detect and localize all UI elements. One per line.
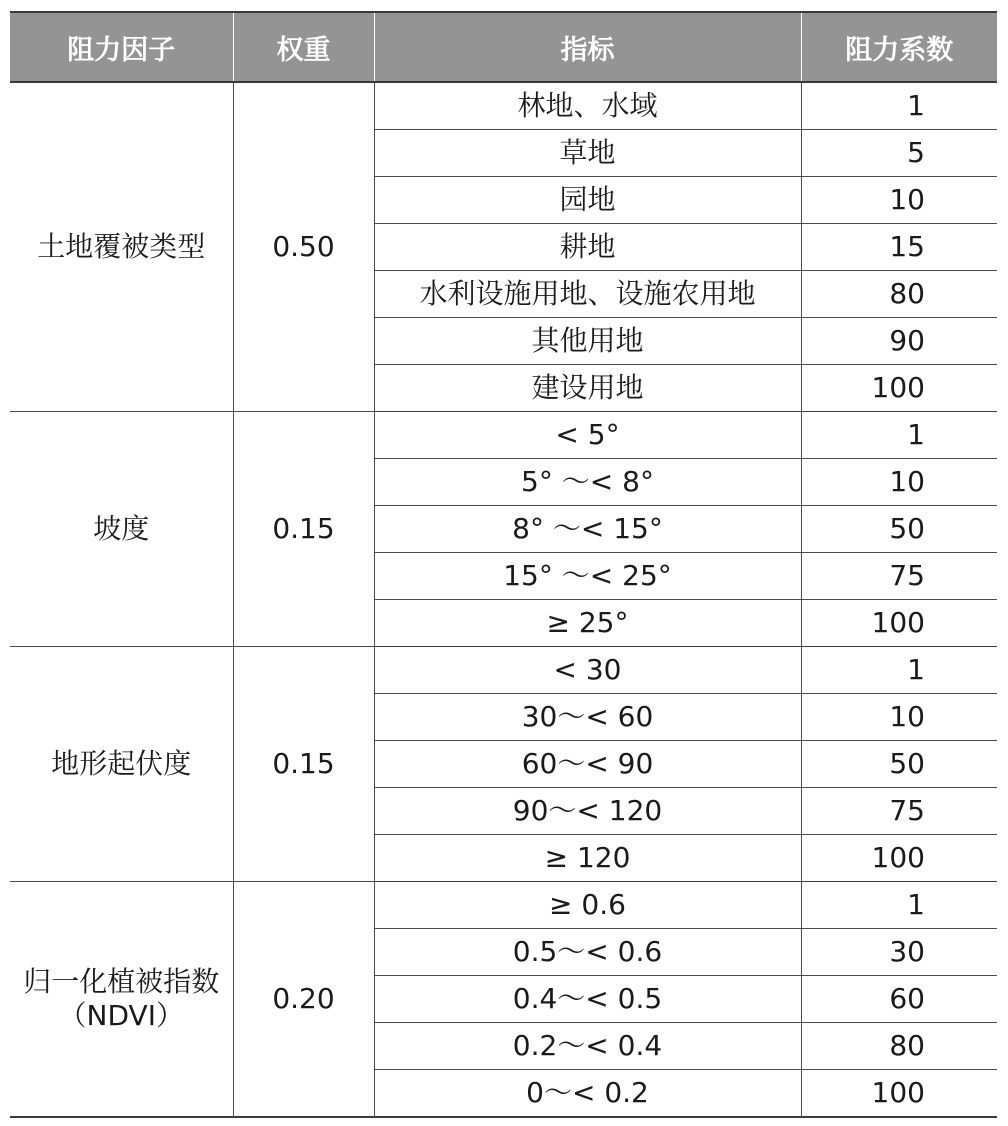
coefficient-cell: 100 [801, 365, 997, 412]
header-factor: 阻力因子 [10, 12, 233, 82]
indicator-cell: 其他用地 [374, 318, 801, 365]
table-row [10, 82, 997, 130]
coefficient-cell: 80 [801, 271, 997, 318]
coefficient-cell: 1 [801, 882, 997, 929]
indicator-cell: ≥ 120 [374, 835, 801, 882]
coefficient-cell: 10 [801, 459, 997, 506]
coefficient-cell: 75 [801, 788, 997, 835]
coefficient-cell: 1 [801, 647, 997, 694]
weight-cell: 0.15 [233, 412, 374, 647]
coefficient-cell: 100 [801, 600, 997, 647]
indicator-cell: < 5° [374, 412, 801, 459]
indicator-cell: 0.5～< 0.6 [374, 929, 801, 976]
weight-cell: 0.20 [233, 882, 374, 1118]
indicator-cell: 15° ～< 25° [374, 553, 801, 600]
coefficient-cell: 100 [801, 1070, 997, 1118]
table-row [10, 412, 997, 459]
indicator-cell: 0～< 0.2 [374, 1070, 801, 1118]
coefficient-cell: 90 [801, 318, 997, 365]
header-weight: 权重 [233, 12, 374, 82]
indicator-cell: 园地 [374, 177, 801, 224]
coefficient-cell: 10 [801, 694, 997, 741]
coefficient-cell: 5 [801, 130, 997, 177]
factor-cell [10, 412, 233, 647]
coefficient-cell: 10 [801, 177, 997, 224]
factor-name: 坡度 [93, 512, 150, 546]
indicator-cell: 90～< 120 [374, 788, 801, 835]
indicator-cell: 30～< 60 [374, 694, 801, 741]
coefficient-cell: 100 [801, 835, 997, 882]
factor-cell [10, 647, 233, 882]
factor-cell [10, 882, 233, 1118]
indicator-cell: 耕地 [374, 224, 801, 271]
coefficient-cell: 75 [801, 553, 997, 600]
factor-name: 地形起伏度 [51, 747, 192, 781]
indicator-cell: 0.4～< 0.5 [374, 976, 801, 1023]
header-indicator: 指标 [374, 12, 801, 82]
factor-subname: （NDVI） [58, 999, 184, 1032]
indicator-cell: 林地、水域 [374, 82, 801, 130]
coefficient-cell: 15 [801, 224, 997, 271]
indicator-cell: 0.2～< 0.4 [374, 1023, 801, 1070]
weight-cell: 0.50 [233, 82, 374, 412]
coefficient-cell: 60 [801, 976, 997, 1023]
indicator-cell: 8° ～< 15° [374, 506, 801, 553]
factor-name: 土地覆被类型 [37, 230, 206, 264]
table-row [10, 647, 997, 694]
indicator-cell: ≥ 0.6 [374, 882, 801, 929]
factor-name: 归一化植被指数 [23, 965, 220, 999]
indicator-cell: 5° ～< 8° [374, 459, 801, 506]
resistance-factor-table [10, 11, 997, 1118]
factor-cell [10, 82, 233, 412]
indicator-cell: 水利设施用地、设施农用地 [374, 271, 801, 318]
coefficient-cell: 50 [801, 741, 997, 788]
indicator-cell: < 30 [374, 647, 801, 694]
table-row [10, 882, 997, 929]
coefficient-cell: 80 [801, 1023, 997, 1070]
header-row [10, 12, 997, 82]
coefficient-cell: 30 [801, 929, 997, 976]
indicator-cell: 草地 [374, 130, 801, 177]
indicator-cell: 60～< 90 [374, 741, 801, 788]
coefficient-cell: 1 [801, 82, 997, 130]
table-header [10, 12, 997, 82]
header-coefficient: 阻力系数 [801, 12, 997, 82]
indicator-cell: 建设用地 [374, 365, 801, 412]
coefficient-cell: 50 [801, 506, 997, 553]
weight-cell: 0.15 [233, 647, 374, 882]
indicator-cell: ≥ 25° [374, 600, 801, 647]
coefficient-cell: 1 [801, 412, 997, 459]
table-body [10, 82, 997, 1117]
